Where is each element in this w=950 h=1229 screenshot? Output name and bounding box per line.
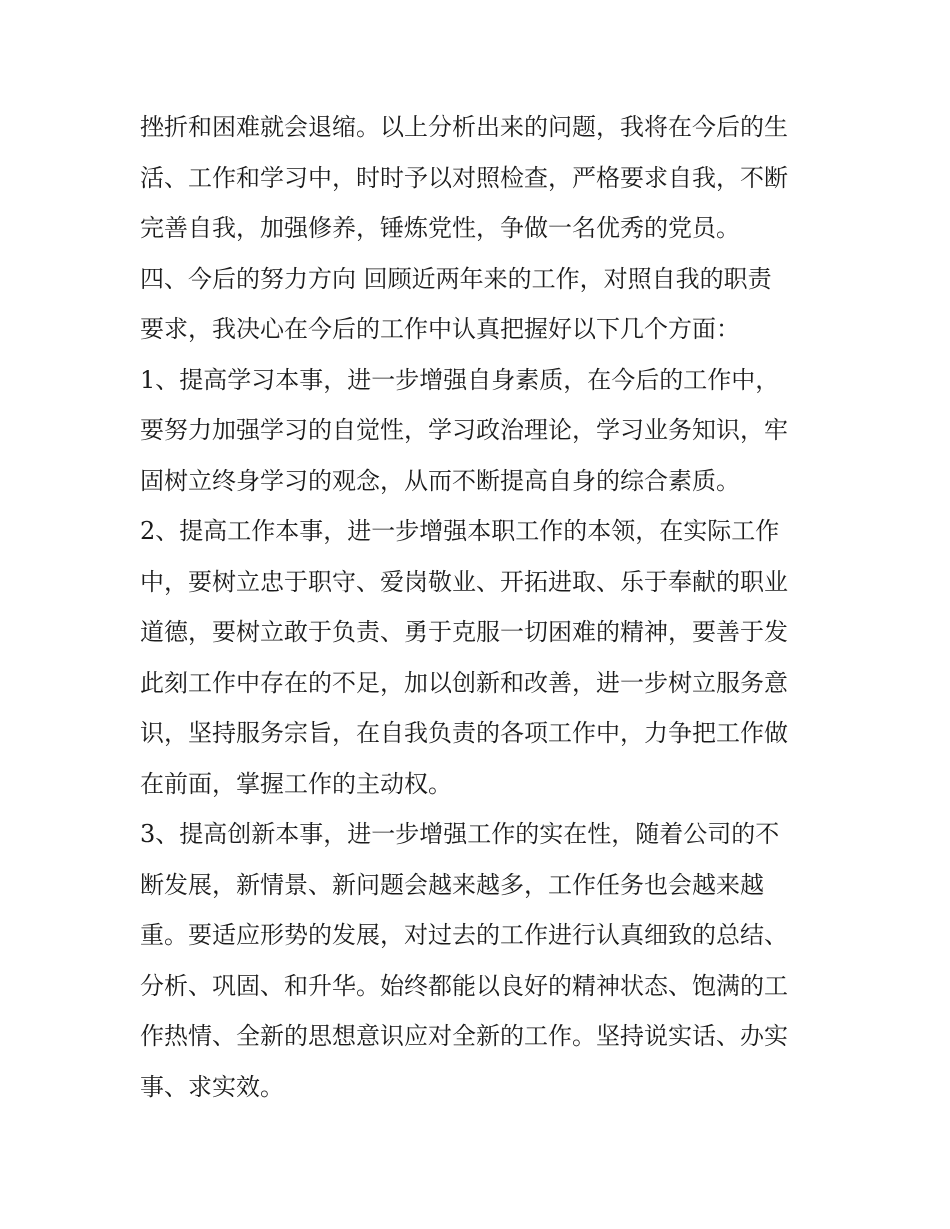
text-line: 此刻工作中存在的不足，加以创新和改善，进一步树立服务意: [140, 668, 788, 697]
text-line: 完善自我，加强修养，锤炼党性，争做一名优秀的党员。: [140, 214, 740, 242]
list-item-1-line: 1、提高学习本事，进一步增强自身素质，在今后的工作中，: [140, 365, 780, 394]
text-line: 识，坚持服务宗旨，在自我负责的各项工作中，力争把工作做: [140, 719, 788, 747]
text-line: 分析、巩固、和升华。始终都能以良好的精神状态、饱满的工: [140, 971, 788, 1000]
list-item-2-line: 2、提高工作本事，进一步增强本职工作的本领，在实际工作: [140, 517, 780, 545]
text-line: 固树立终身学习的观念，从而不断提高自身的综合素质。: [140, 466, 740, 495]
body-text: [140, 102, 820, 1112]
text-line: 重。要适应形势的发展，对过去的工作进行认真细致的总结、: [140, 921, 788, 949]
text-line: 作热情、全新的思想意识应对全新的工作。坚持说实话、办实: [140, 1022, 788, 1050]
section-heading-line: 四、今后的努力方向 回顾近两年来的工作，对照自我的职责: [140, 264, 772, 293]
text-line: 道德，要树立敢于负责、勇于克服一切困难的精神，要善于发: [140, 618, 788, 646]
text-line: 活、工作和学习中，时时予以对照检查，严格要求自我，不断: [140, 163, 788, 192]
text-line: 断发展，新情景、新问题会越来越多，工作任务也会越来越: [140, 870, 764, 899]
text-line: 事、求实效。: [140, 1072, 284, 1101]
text-line: 要求，我决心在今后的工作中认真把握好以下几个方面：: [140, 315, 740, 343]
list-item-3-line: 3、提高创新本事，进一步增强工作的实在性，随着公司的不: [140, 820, 780, 848]
text-line: 中，要树立忠于职守、爱岗敬业、开拓进取、乐于奉献的职业: [140, 567, 788, 596]
text-line: 挫折和困难就会退缩。以上分析出来的问题，我将在今后的生: [140, 113, 788, 141]
text-line: 要努力加强学习的自觉性，学习政治理论，学习业务知识，牢: [140, 416, 788, 444]
text-line: 在前面，掌握工作的主动权。: [140, 769, 452, 798]
